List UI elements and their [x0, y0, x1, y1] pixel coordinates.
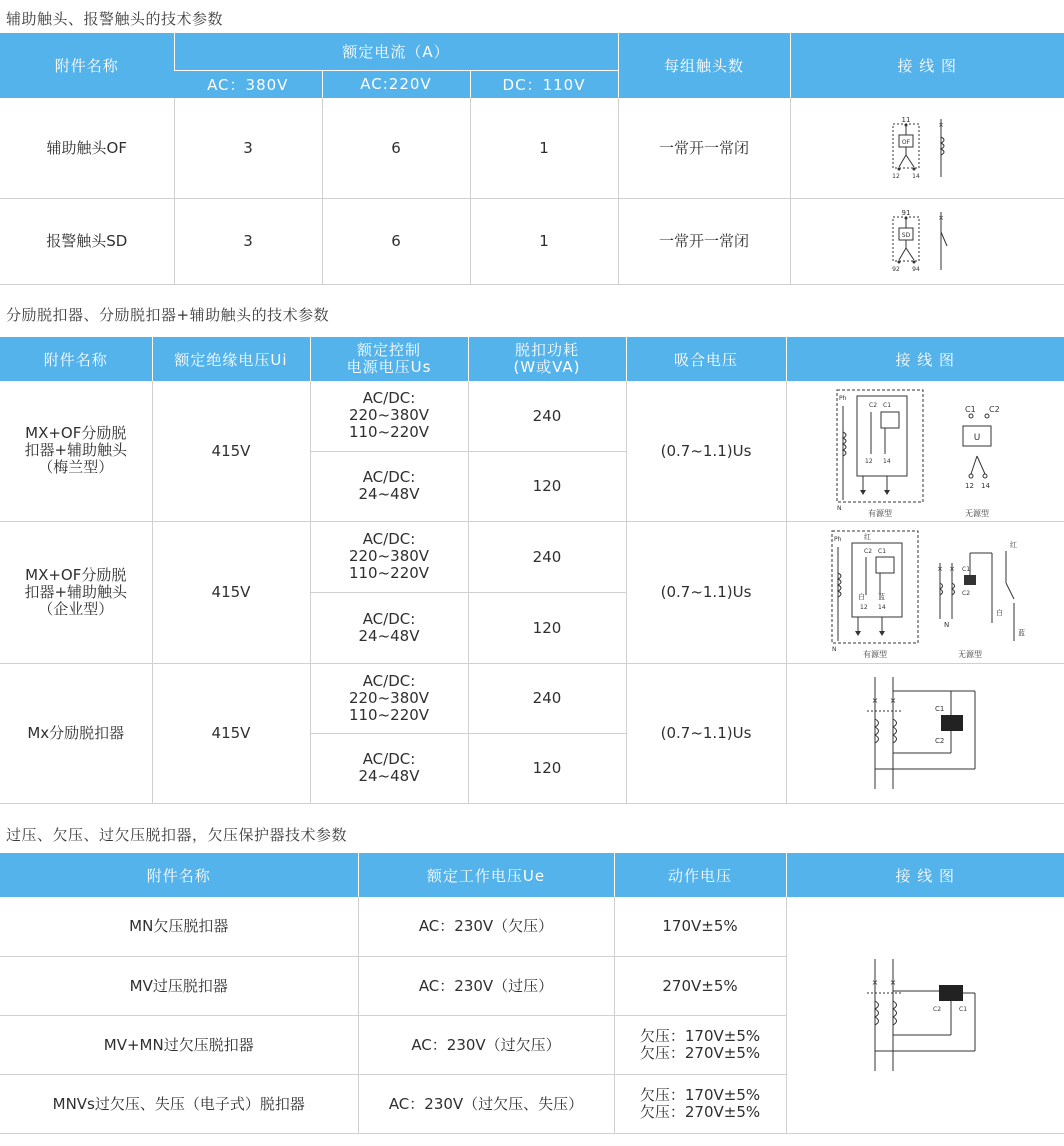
header-ui: 额定绝缘电压Ui	[152, 337, 310, 381]
row-name: MNVs过欠压、失压（电子式）脱扣器	[0, 1074, 358, 1133]
action-line: 欠压：270V±5%	[639, 1043, 761, 1062]
action-line: 欠压：170V±5%	[639, 1085, 761, 1104]
us-line: 110~220V	[348, 564, 430, 582]
name-line: 扣器+辅助触头	[24, 441, 128, 460]
svg-text:×: ×	[889, 977, 897, 987]
cell-ui: 415V	[152, 663, 310, 803]
cell-ac380: 3	[174, 198, 322, 284]
svg-text:14: 14	[878, 604, 886, 611]
row-name: 报警触头SD	[0, 198, 174, 284]
svg-text:蓝: 蓝	[1018, 629, 1026, 637]
wiring-cell	[786, 663, 1064, 803]
header-rated-current: 额定电流（A）	[174, 33, 618, 70]
header-wiring: 接 线 图	[786, 853, 1064, 897]
header-power-line2: (W或VA)	[513, 358, 581, 376]
cell-ui: 415V	[152, 521, 310, 663]
table-row	[0, 663, 1064, 733]
cell-us	[310, 733, 468, 803]
us-line: 220~380V	[348, 547, 430, 565]
header-name: 附件名称	[0, 853, 358, 897]
svg-text:C1: C1	[878, 548, 887, 555]
svg-text:12: 12	[865, 457, 873, 465]
cell-ac220: 6	[322, 98, 470, 198]
cell-contacts: 一常开一常闭	[618, 198, 790, 284]
wiring-cell	[790, 198, 1064, 284]
cell-ue: AC：230V（过欠压）	[358, 1015, 614, 1074]
row-name: MV过压脱扣器	[0, 956, 358, 1015]
action-line: 欠压：170V±5%	[639, 1026, 761, 1045]
row-name: MV+MN过欠压脱扣器	[0, 1015, 358, 1074]
svg-text:C1: C1	[935, 705, 945, 713]
us-line: 220~380V	[348, 688, 430, 707]
svg-text:Ph: Ph	[839, 394, 847, 402]
svg-text:C1: C1	[883, 401, 892, 409]
name-line: MX+OF分励脱	[25, 565, 127, 584]
row-name	[0, 381, 152, 521]
header-dc110: DC：110V	[470, 70, 618, 98]
mx-of-merlin-wiring-diagram	[825, 382, 1025, 520]
wiring-cell	[786, 381, 1064, 521]
svg-text:C1: C1	[962, 566, 971, 573]
cell-ui: 415V	[152, 381, 310, 521]
us-line: 110~220V	[348, 705, 430, 724]
svg-text:×: ×	[871, 977, 879, 987]
cell-power: 120	[468, 451, 626, 521]
cell-pull: (0.7~1.1)Us	[626, 381, 786, 521]
svg-text:蓝: 蓝	[878, 593, 886, 601]
voltage-release-table	[0, 853, 1064, 1134]
aux-contact-table	[0, 33, 1064, 285]
cell-dc110: 1	[470, 198, 618, 284]
us-line: 110~220V	[348, 423, 430, 442]
svg-text:14: 14	[883, 457, 891, 465]
us-line: AC/DC:	[362, 750, 416, 768]
svg-text:×: ×	[889, 696, 897, 705]
svg-text:N: N	[944, 621, 950, 629]
cell-action: 170V±5%	[614, 897, 786, 956]
svg-text:92: 92	[892, 266, 901, 273]
header-ac220: AC:220V	[322, 70, 470, 98]
cell-power: 240	[468, 521, 626, 592]
name-line: 扣器+辅助触头	[24, 582, 128, 601]
cell-ue: AC：230V（过欠压、失压）	[358, 1074, 614, 1133]
cell-ue: AC：230V（欠压）	[358, 897, 614, 956]
us-line: AC/DC:	[362, 609, 416, 628]
cell-ue: AC：230V（过压）	[358, 956, 614, 1015]
header-power	[468, 337, 626, 381]
header-wiring: 接 线 图	[786, 337, 1064, 381]
header-us-line2: 电源电压Us	[346, 358, 432, 376]
svg-text:U: U	[973, 432, 981, 443]
cell-ac220: 6	[322, 198, 470, 284]
svg-text:×: ×	[938, 214, 945, 222]
svg-text:×: ×	[871, 696, 879, 705]
name-line: （企业型）	[38, 599, 114, 618]
svg-text:白: 白	[996, 609, 1004, 617]
svg-text:C2: C2	[933, 1005, 942, 1013]
table-row	[0, 381, 1064, 451]
svg-text:×: ×	[937, 565, 944, 573]
svg-text:12: 12	[965, 481, 975, 490]
cell-dc110: 1	[470, 98, 618, 198]
svg-text:N: N	[837, 504, 842, 512]
cell-action: 270V±5%	[614, 956, 786, 1015]
svg-text:94: 94	[912, 266, 921, 273]
svg-text:14: 14	[912, 172, 921, 180]
svg-text:C1: C1	[959, 1005, 968, 1013]
mx-of-enterprise-wiring-diagram	[820, 523, 1030, 661]
cell-ac380: 3	[174, 98, 322, 198]
svg-text:Ph: Ph	[834, 536, 842, 543]
row-name: MN欠压脱扣器	[0, 897, 358, 956]
cell-pull: (0.7~1.1)Us	[626, 521, 786, 663]
us-line: AC/DC:	[362, 389, 416, 408]
shunt-release-table	[0, 337, 1064, 804]
wiring-cell	[790, 98, 1064, 198]
cell-us	[310, 521, 468, 592]
us-line: AC/DC:	[362, 530, 416, 548]
svg-text:C2: C2	[869, 401, 878, 409]
svg-text:SD: SD	[902, 232, 911, 239]
header-action: 动作电压	[614, 853, 786, 897]
cell-action	[614, 1015, 786, 1074]
svg-text:红: 红	[1010, 541, 1018, 549]
svg-text:无源型: 无源型	[958, 650, 983, 659]
header-pull: 吸合电压	[626, 337, 786, 381]
header-contacts: 每组触头数	[618, 33, 790, 98]
cell-power: 240	[468, 663, 626, 733]
us-line: 24~48V	[358, 767, 420, 785]
cell-contacts: 一常开一常闭	[618, 98, 790, 198]
svg-text:红: 红	[864, 533, 872, 541]
header-power-line1: 脱扣功耗	[514, 341, 579, 359]
us-line: 220~380V	[348, 406, 430, 425]
table-row	[0, 198, 1064, 284]
section1-title: 辅助触头、报警触头的技术参数	[6, 10, 224, 28]
svg-text:有源型: 有源型	[868, 508, 893, 518]
cell-power: 240	[468, 381, 626, 451]
table-row	[0, 897, 1064, 956]
svg-text:OF: OF	[902, 138, 911, 146]
table-row	[0, 98, 1064, 198]
sd-wiring-diagram	[887, 208, 967, 274]
cell-power: 120	[468, 733, 626, 803]
svg-text:C2: C2	[962, 590, 971, 597]
action-line: 欠压：270V±5%	[639, 1102, 761, 1121]
table-row	[0, 521, 1064, 592]
svg-text:14: 14	[981, 481, 991, 490]
row-name: Mx分励脱扣器	[0, 663, 152, 803]
svg-text:12: 12	[892, 172, 901, 180]
cell-us	[310, 451, 468, 521]
header-name: 附件名称	[0, 33, 174, 98]
cell-us	[310, 663, 468, 733]
svg-text:91: 91	[901, 209, 911, 217]
svg-text:有源型: 有源型	[863, 650, 888, 659]
svg-text:无源型: 无源型	[965, 508, 990, 518]
us-line: 24~48V	[358, 485, 420, 503]
svg-text:C2: C2	[935, 737, 945, 745]
of-wiring-diagram	[887, 115, 967, 181]
section2-title: 分励脱扣器、分励脱扣器+辅助触头的技术参数	[6, 306, 330, 324]
cell-power: 120	[468, 592, 626, 663]
cell-us	[310, 381, 468, 451]
header-name: 附件名称	[0, 337, 152, 381]
cell-pull: (0.7~1.1)Us	[626, 663, 786, 803]
row-name: 辅助触头OF	[0, 98, 174, 198]
wiring-cell	[786, 897, 1064, 1133]
svg-text:×: ×	[949, 565, 956, 573]
svg-text:×: ×	[938, 120, 945, 129]
header-us-line1: 额定控制	[356, 341, 421, 359]
us-line: AC/DC:	[362, 468, 416, 486]
header-ac380: AC：380V	[174, 70, 322, 98]
svg-text:C2: C2	[989, 404, 1000, 414]
header-us	[310, 337, 468, 381]
cell-action	[614, 1074, 786, 1133]
us-line: 24~48V	[358, 626, 420, 645]
svg-text:11: 11	[901, 115, 911, 124]
svg-text:N: N	[832, 646, 837, 653]
svg-text:白: 白	[858, 593, 866, 601]
svg-text:12: 12	[860, 604, 868, 611]
mn-mv-wiring-diagram	[855, 955, 995, 1075]
cell-us	[310, 592, 468, 663]
svg-text:C1: C1	[965, 404, 976, 414]
section3-title: 过压、欠压、过欠压脱扣器，欠压保护器技术参数	[6, 826, 348, 844]
svg-text:C2: C2	[864, 548, 873, 555]
row-name	[0, 521, 152, 663]
header-wiring: 接 线 图	[790, 33, 1064, 98]
us-line: AC/DC:	[362, 671, 416, 690]
wiring-cell	[786, 521, 1064, 663]
name-line: （梅兰型）	[38, 458, 114, 477]
header-ue: 额定工作电压Ue	[358, 853, 614, 897]
mx-wiring-diagram	[855, 673, 995, 793]
name-line: MX+OF分励脱	[25, 424, 127, 443]
